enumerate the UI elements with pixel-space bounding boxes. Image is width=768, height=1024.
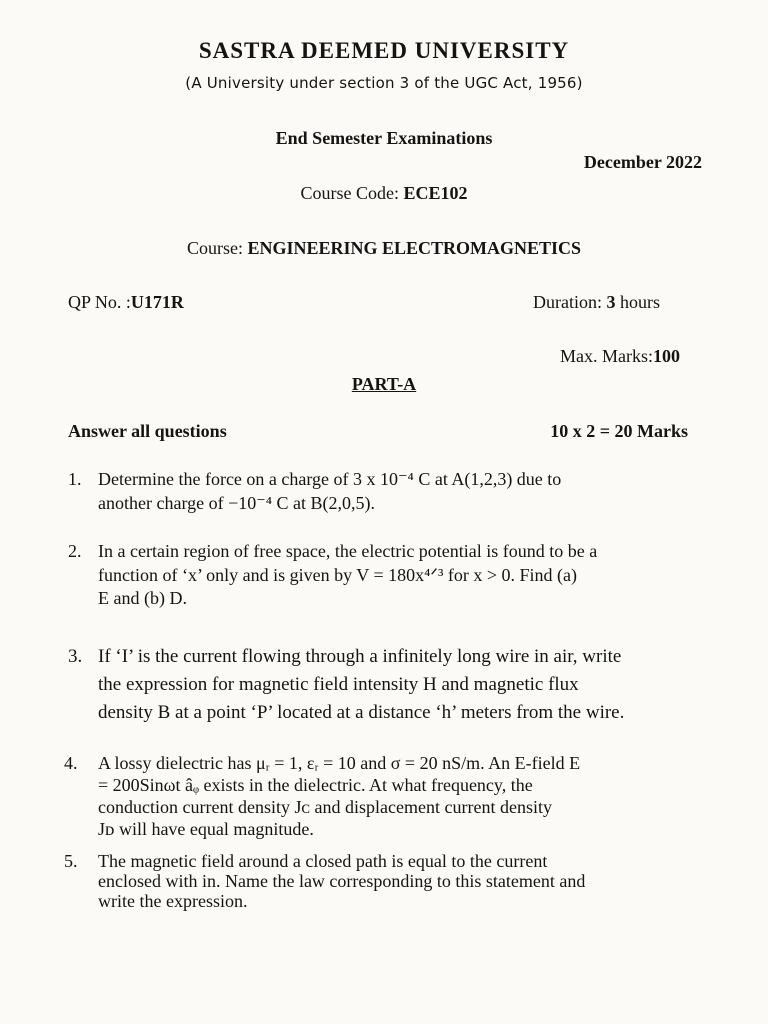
question-line: density B at a point ‘P’ located at a distance ‘h’ meters from the wire. bbox=[98, 702, 625, 723]
question-number: 1. bbox=[68, 469, 82, 489]
question-4 bbox=[64, 752, 698, 840]
question-number: 4. bbox=[64, 753, 78, 773]
question-line: another charge of −10⁻⁴ C at B(2,0,5). bbox=[98, 492, 376, 513]
duration-line bbox=[533, 292, 660, 313]
duration-unit: hours bbox=[615, 292, 660, 312]
course-label: Course: bbox=[186, 238, 248, 258]
qp-label: QP No. : bbox=[68, 292, 131, 312]
course-line bbox=[0, 238, 768, 259]
question-line: function of ‘x’ only and is given by V = 180x⁴ᐟ³ for x > 0. Find (a) bbox=[98, 564, 578, 585]
duration-label: Duration: bbox=[533, 292, 607, 312]
max-marks-value: 100 bbox=[653, 346, 680, 366]
question-line: A lossy dielectric has μᵣ = 1, εᵣ = 10 and σ = 20 nS/m. An E-field E bbox=[98, 753, 581, 773]
question-text bbox=[98, 752, 698, 840]
course-code-label: Course Code: bbox=[300, 183, 404, 203]
university-subtitle: (A University under section 3 of the UGC Act, 1956) bbox=[185, 74, 583, 92]
course-code: ECE102 bbox=[403, 183, 468, 203]
qp-number-line bbox=[68, 292, 184, 313]
question-3 bbox=[68, 643, 698, 727]
exam-date: December 2022 bbox=[583, 152, 702, 172]
question-text bbox=[98, 468, 698, 515]
question-text bbox=[98, 540, 698, 611]
question-line: conduction current density Jᴄ and displacement current density bbox=[98, 797, 552, 817]
exam-title: End Semester Examinations bbox=[275, 128, 493, 148]
question-number: 5. bbox=[64, 851, 78, 871]
course-name: ENGINEERING ELECTROMAGNETICS bbox=[247, 238, 582, 258]
max-marks-line bbox=[560, 346, 680, 367]
question-line: E and (b) D. bbox=[98, 588, 187, 608]
question-1 bbox=[68, 468, 698, 515]
marks-scheme: 10 x 2 = 20 Marks bbox=[550, 421, 688, 441]
question-number: 2. bbox=[68, 541, 82, 561]
question-line: Jᴅ will have equal magnitude. bbox=[98, 819, 314, 839]
question-line: In a certain region of free space, the electric potential is found to be a bbox=[98, 541, 598, 561]
course-code-line bbox=[0, 183, 768, 204]
question-line: write the expression. bbox=[98, 891, 248, 911]
question-5 bbox=[64, 851, 698, 911]
question-line: enclosed with in. Name the law corresponding to this statement and bbox=[98, 871, 586, 891]
question-2 bbox=[68, 540, 698, 611]
part-heading bbox=[0, 374, 768, 395]
part-title: PART-A bbox=[351, 374, 417, 394]
instruction: Answer all questions bbox=[68, 421, 227, 441]
question-line: If ‘I’ is the current flowing through a infinitely long wire in air, write bbox=[98, 646, 622, 667]
qp-number: U171R bbox=[130, 292, 184, 312]
university-name: SASTRA DEEMED UNIVERSITY bbox=[198, 38, 570, 63]
question-number: 3. bbox=[68, 646, 83, 667]
question-line: the expression for magnetic field intensity H and magnetic flux bbox=[98, 674, 579, 695]
max-marks-label: Max. Marks: bbox=[560, 346, 653, 366]
question-line: Determine the force on a charge of 3 x 10⁻⁴ C at A(1,2,3) due to bbox=[98, 469, 562, 489]
question-text bbox=[98, 643, 698, 727]
question-text bbox=[98, 851, 698, 911]
question-line: = 200Sinωt âᵩ exists in the dielectric. At what frequency, the bbox=[98, 775, 533, 795]
question-line: The magnetic field around a closed path is equal to the current bbox=[98, 851, 548, 871]
duration-value: 3 bbox=[606, 292, 616, 312]
